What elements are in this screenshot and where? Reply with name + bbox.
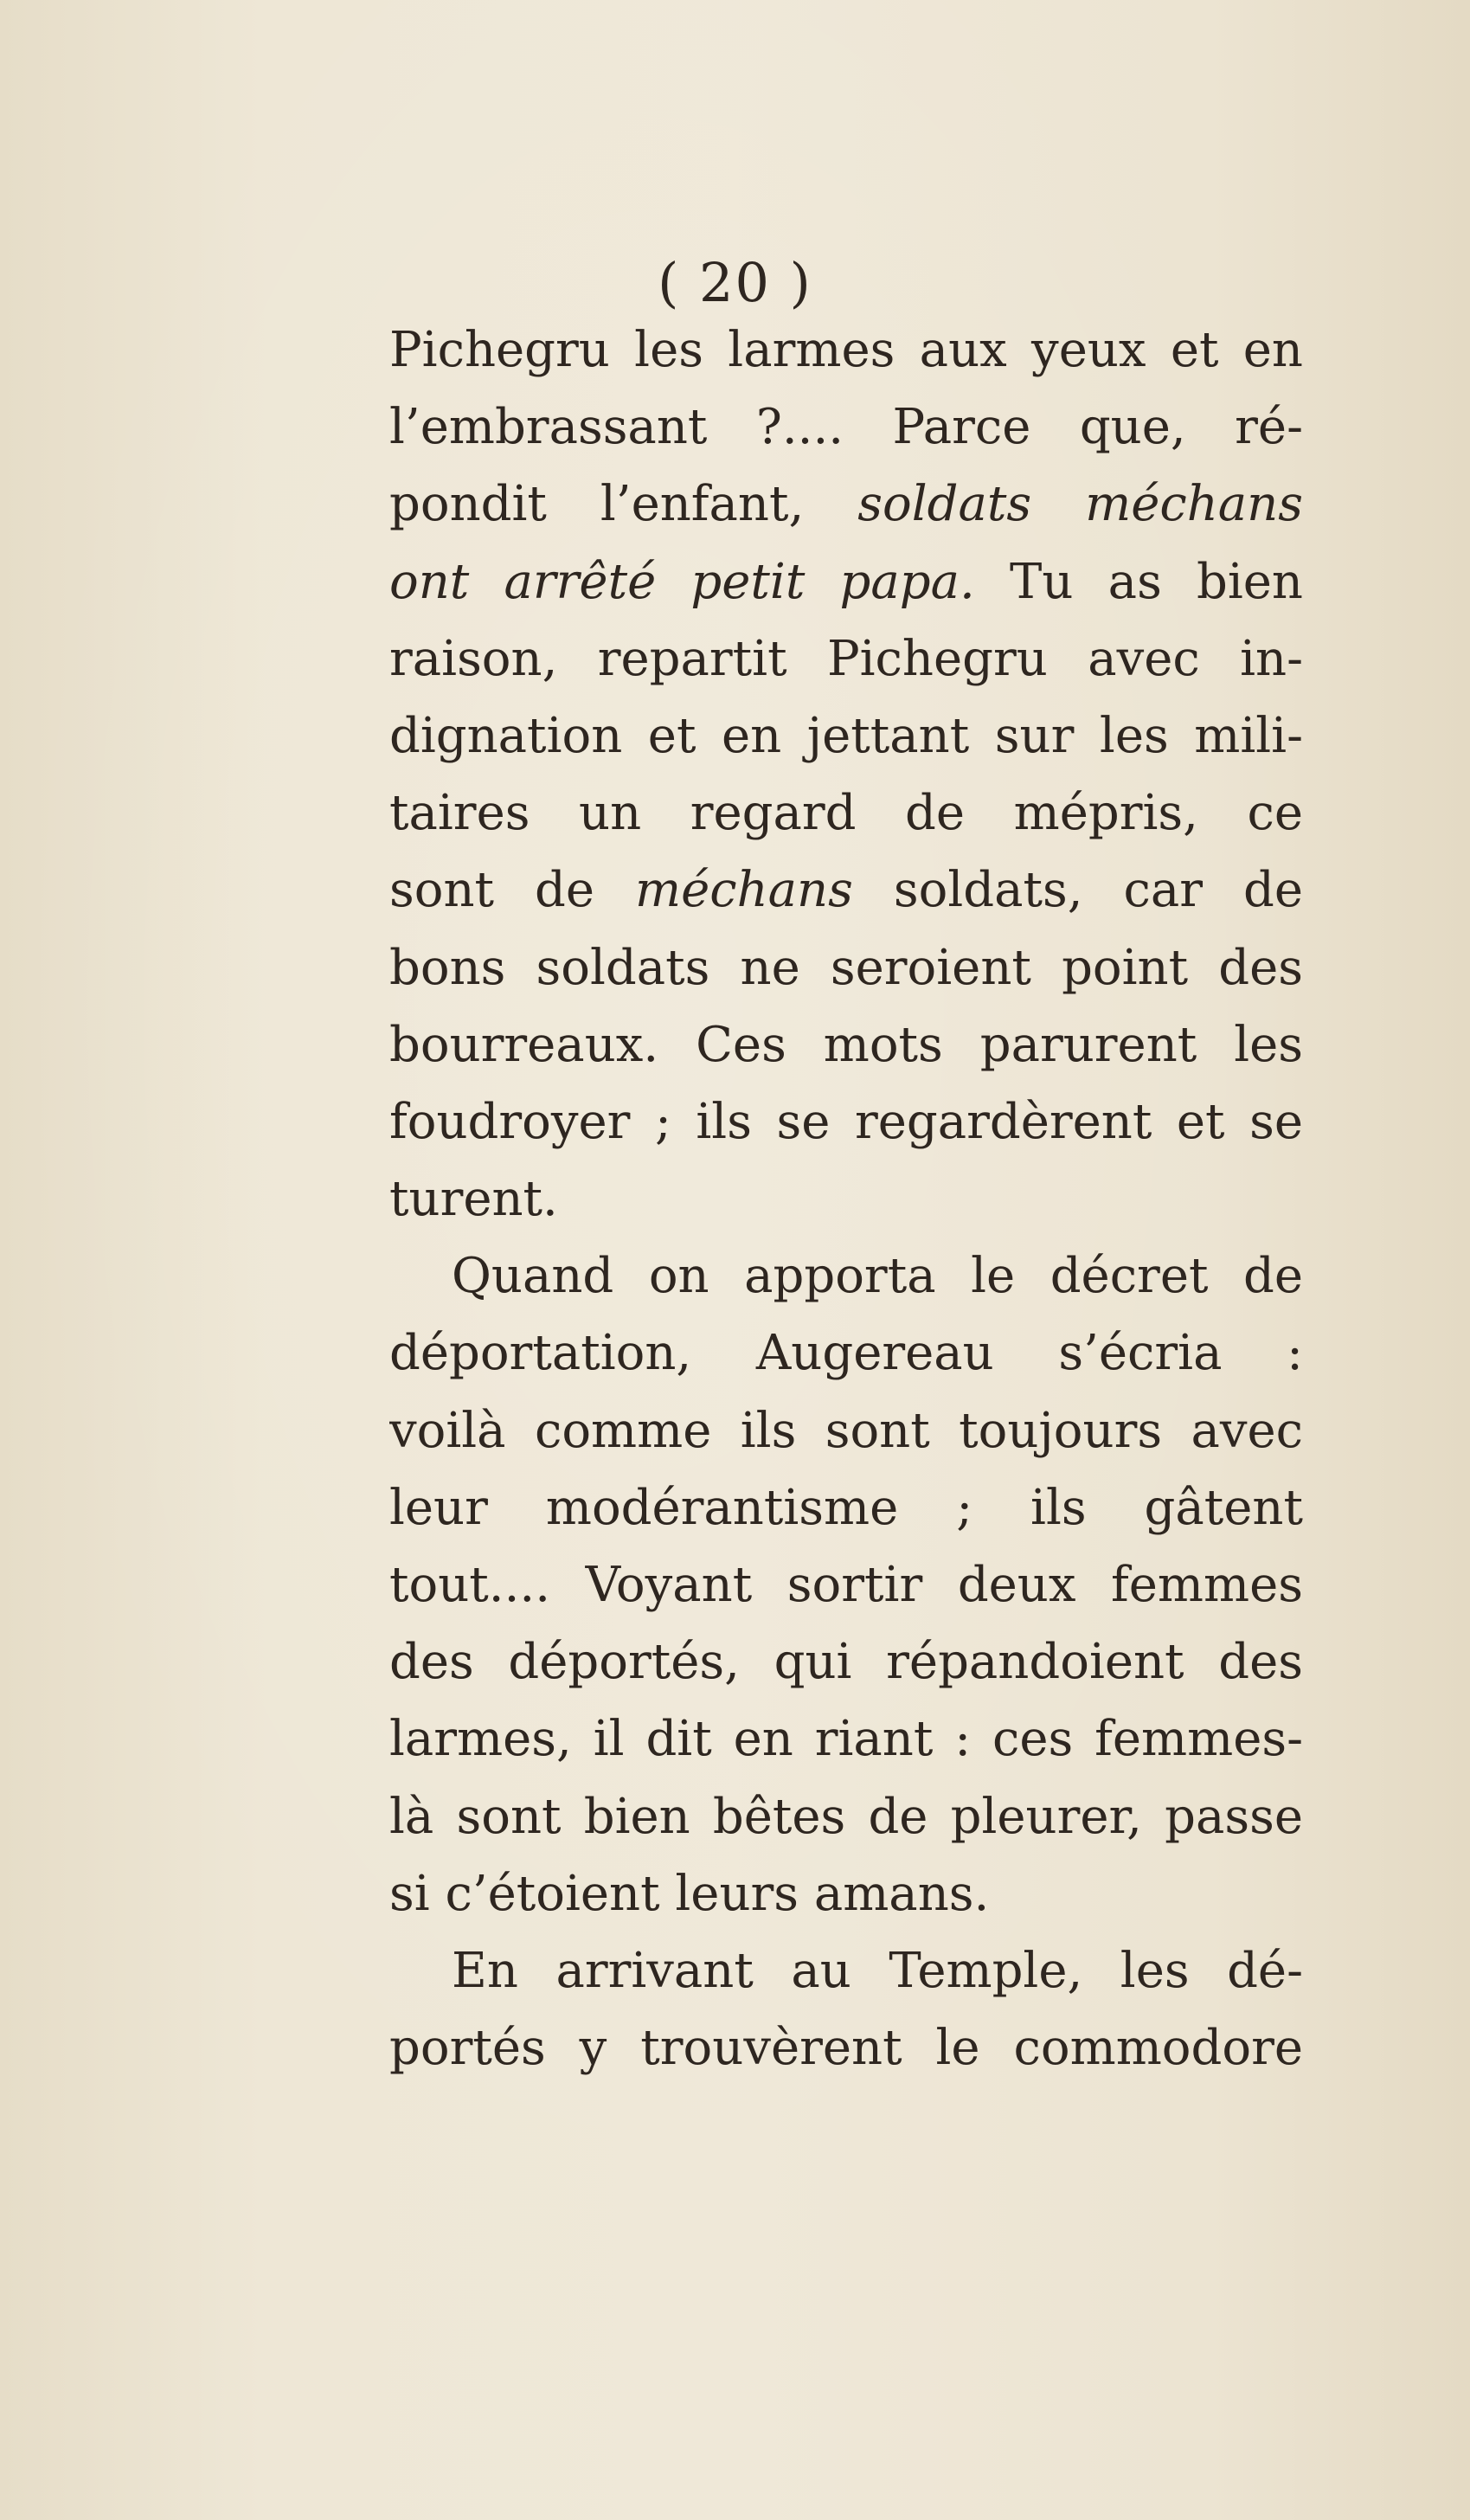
line-text: turent. [389, 1171, 558, 1228]
line-text: pondit l’enfant, [389, 476, 858, 533]
line-text: là sont bien bêtes de pleurer, passe [389, 1788, 1303, 1845]
text-line [389, 775, 1303, 852]
text-line [389, 1623, 1303, 1700]
text-line [389, 2009, 1303, 2086]
line-text: raison, repartit Pichegru avec in- [389, 630, 1303, 687]
text-line [389, 1083, 1303, 1160]
text-line [389, 929, 1303, 1006]
text-line [389, 1700, 1303, 1778]
line-text: leur modérantisme ; ils gâtent [389, 1479, 1303, 1536]
line-text: foudroyer ; ils se regardèrent et se [389, 1093, 1303, 1150]
line-text: larmes, il dit en riant : ces femmes- [389, 1711, 1303, 1768]
line-text: sont de [389, 862, 635, 919]
text-line [389, 852, 1303, 929]
text-line [389, 389, 1303, 466]
line-text: bons soldats ne seroient point des [389, 939, 1303, 996]
line-text: si c’étoient leurs amans. [389, 1865, 990, 1922]
line-text: bourreaux. Ces mots parurent les [389, 1016, 1303, 1073]
line-text: dignation et en jettant sur les mili- [389, 707, 1303, 764]
text-line [389, 1932, 1303, 2009]
text-line [389, 312, 1303, 389]
text-line [389, 698, 1303, 775]
italic-text: soldats méchans [857, 476, 1303, 533]
line-text: portés y trouvèrent le commodore [389, 2020, 1303, 2077]
italic-text: méchans [635, 862, 853, 919]
text-line [389, 1006, 1303, 1083]
line-text: En arrivant au Temple, les dé- [452, 1942, 1303, 1999]
line-text: des déportés, qui répandoient des [389, 1634, 1303, 1691]
line-text: voilà comme ils sont toujours avec [389, 1402, 1303, 1459]
line-text: tout.... Voyant sortir deux femmes [389, 1557, 1303, 1613]
text-line [389, 466, 1303, 543]
text-line [389, 1855, 1303, 1932]
text-line [389, 620, 1303, 698]
page-number: ( 20 ) [658, 251, 812, 314]
text-line [389, 1778, 1303, 1855]
italic-text: ont arrêté petit papa. [389, 553, 975, 610]
line-text: déportation, Augereau s’écria : [389, 1325, 1303, 1382]
text-line [389, 1546, 1303, 1623]
line-text: Pichegru les larmes aux yeux et en [389, 322, 1303, 378]
line-text: soldats, car de [852, 862, 1303, 919]
line-text: Tu as bien [974, 553, 1303, 610]
text-line [389, 1315, 1303, 1392]
line-text: taires un regard de mépris, ce [389, 785, 1303, 842]
text-block [389, 312, 1303, 2086]
line-text: Quand on apporta le décret de [452, 1248, 1303, 1305]
text-line [389, 543, 1303, 620]
text-line [389, 1469, 1303, 1546]
text-line [389, 1238, 1303, 1315]
line-text: l’embrassant ?.... Parce que, ré- [389, 399, 1303, 456]
text-line [389, 1160, 1303, 1238]
text-line [389, 1392, 1303, 1469]
